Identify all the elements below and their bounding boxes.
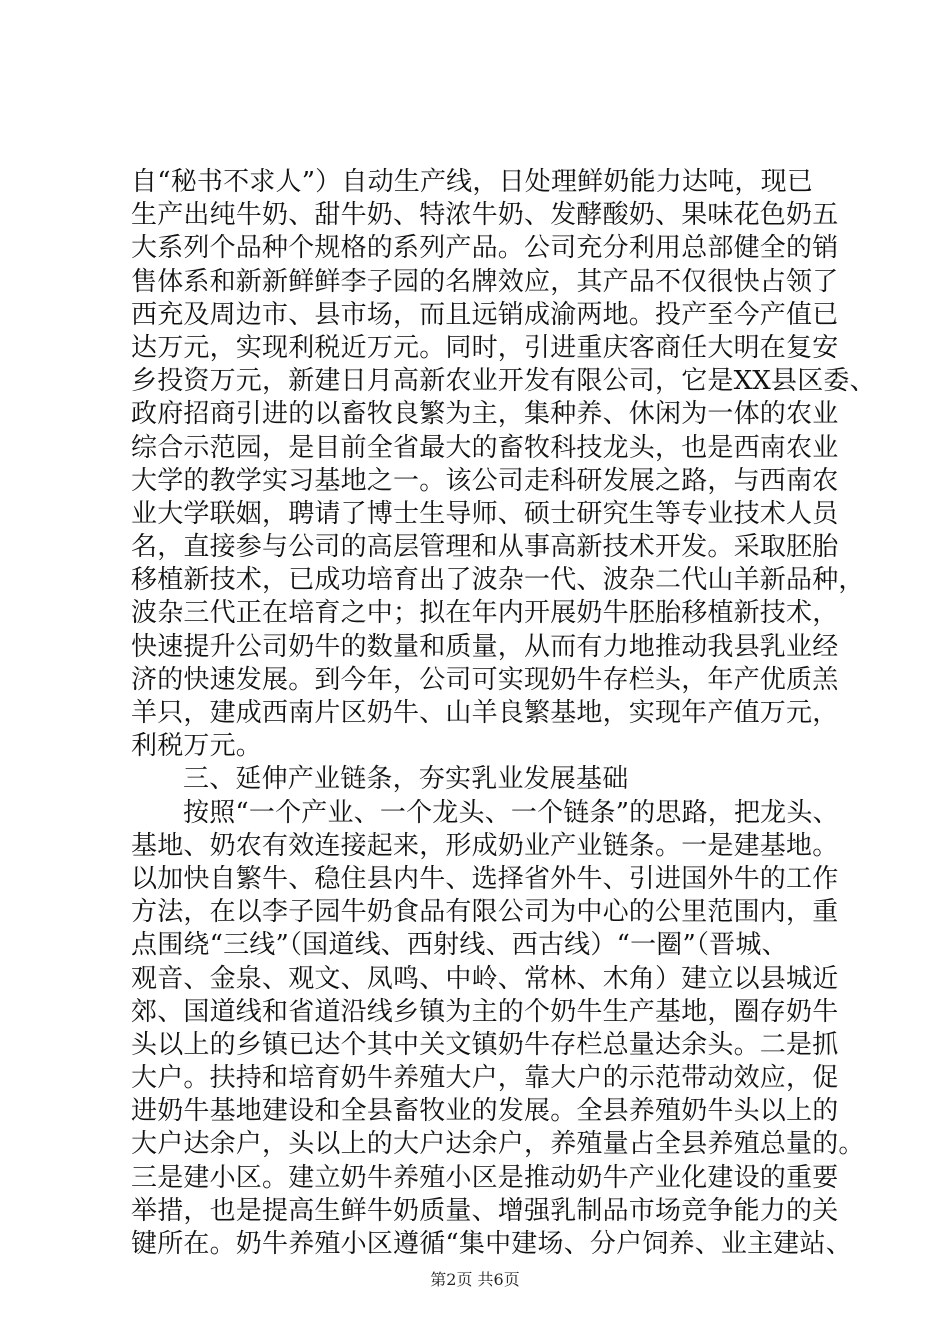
text-line: 方法，在以李子园牛奶食品有限公司为中心的公里范围内，重	[131, 897, 839, 928]
document-body	[131, 166, 876, 1261]
text-line: 名，直接参与公司的高层管理和从事高新技术开发。采取胚胎	[131, 532, 839, 563]
text-line: 郊、国道线和省道沿线乡镇为主的个奶牛生产基地，圈存奶牛	[131, 996, 839, 1027]
text-line: 大学的教学实习基地之一。该公司走科研发展之路，与西南农	[131, 465, 839, 496]
text-line: 举措，也是提高生鲜牛奶质量、增强乳制品市场竞争能力的关	[131, 1195, 839, 1226]
text-line: 达万元，实现利税近万元。同时，引进重庆客商任大明在复安	[131, 332, 839, 363]
text-line: 进奶牛基地建设和全县畜牧业的发展。全县养殖奶牛头以上的	[131, 1096, 839, 1127]
text-line: 乡投资万元，新建日月高新农业开发有限公司，它是XX县区委、	[131, 366, 876, 397]
text-line: 三是建小区。建立奶牛养殖小区是推动奶牛产业化建设的重要	[131, 1162, 839, 1193]
section-heading: 三、延伸产业链条，夯实乳业发展基础	[183, 764, 629, 795]
text-line: 波杂三代正在培育之中；拟在年内开展奶牛胚胎移植新技术，	[131, 598, 839, 629]
paragraph-start-line: 按照“一个产业、一个龙头、一个链条”的思路，把龙头、	[183, 797, 839, 828]
text-line: 西充及周边市、县市场，而且远销成渝两地。投产至今产值已	[131, 299, 839, 330]
text-line: 快速提升公司奶牛的数量和质量，从而有力地推动我县乳业经	[131, 631, 839, 662]
text-line: 羊只，建成西南片区奶牛、山羊良繁基地，实现年产值万元，	[131, 698, 839, 728]
text-line: 移植新技术，已成功培育出了波杂一代、波杂二代山羊新品种，	[131, 565, 865, 596]
text-line: 济的快速发展。到今年，公司可实现奶牛存栏头，年产优质羔	[131, 664, 839, 695]
text-line: 头以上的乡镇已达个其中关文镇奶牛存栏总量达余头。二是抓	[131, 1029, 839, 1060]
text-line: 大户达余户，头以上的大户达余户，养殖量占全县养殖总量的。	[131, 1129, 865, 1160]
page-footer: 第2页 共6页	[430, 1270, 520, 1289]
text-line: 业大学联姻，聘请了博士生导师、硕士研究生等专业技术人员	[131, 498, 839, 529]
text-line: 大户。扶持和培育奶牛养殖大户，靠大户的示范带动效应，促	[131, 1063, 839, 1094]
text-line: 大系列个品种个规格的系列产品。公司充分利用总部健全的销	[131, 233, 839, 264]
text-line: 观音、金泉、观文、凤鸣、中岭、常林、木角）建立以县城近	[131, 963, 839, 994]
text-line: 综合示范园，是目前全省最大的畜牧科技龙头，也是西南农业	[131, 432, 839, 463]
text-line: 售体系和新新鲜鲜李子园的名牌效应，其产品不仅很快占领了	[131, 266, 839, 297]
text-line: 政府招商引进的以畜牧良繁为主，集种养、休闲为一体的农业	[131, 399, 839, 430]
text-line: 生产出纯牛奶、甜牛奶、特浓牛奶、发酵酸奶、果味花色奶五	[131, 200, 839, 231]
text-line: 键所在。奶牛养殖小区遵循“集中建场、分户饲养、业主建站、	[131, 1229, 852, 1259]
text-line: 以加快自繁牛、稳住县内牛、选择省外牛、引进国外牛的工作	[131, 863, 839, 894]
text-line: 点围绕“三线”（国道线、西射线、西古线）“一圈”（晋城、	[131, 930, 788, 961]
text-line: 自“秘书不求人”）自动生产线，日处理鲜奶能力达吨，现已	[131, 167, 813, 197]
text-line: 基地、奶农有效连接起来，形成奶业产业链条。一是建基地。	[131, 830, 839, 861]
text-line: 利税万元。	[131, 731, 263, 762]
